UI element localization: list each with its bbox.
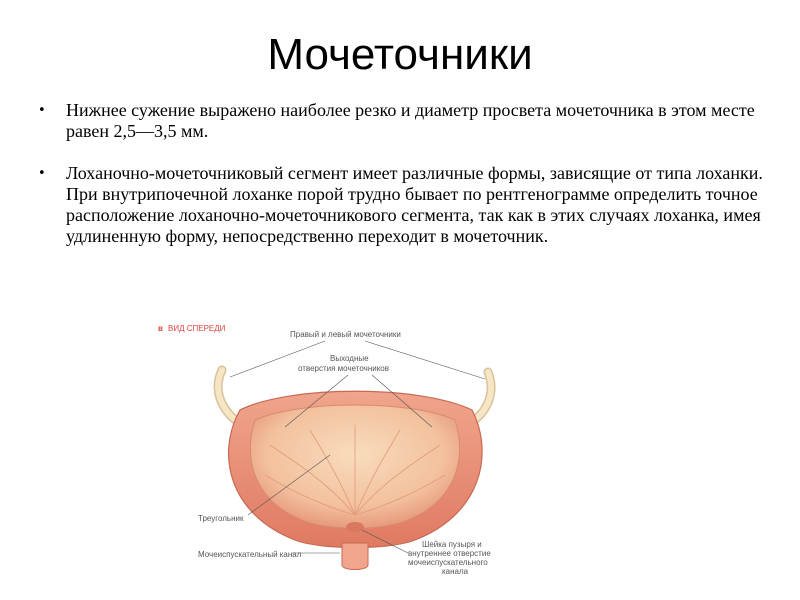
bullet-text: Нижнее сужение выражено наиболее резко и диаметр просвета мочеточника в этом месте равен 2,5—3,5 мм. — [66, 100, 755, 141]
bladder-illustration — [150, 315, 530, 590]
label-neck-line3: мочеиспускательного — [408, 558, 488, 567]
bullet-list — [38, 100, 768, 247]
bullet-item — [38, 163, 768, 247]
label-neck-line2: внутреннее отверстие — [408, 549, 491, 558]
bullet-item — [38, 100, 768, 142]
view-label: ВИД СПЕРЕДИ — [168, 324, 226, 333]
bullet-text: Лоханочно-мочеточниковый сегмент имеет различные формы, зависящие от типа лоханки. При внутрипочечной лоханке порой трудно бывает по рентгенограмме определить точное расположение лоханочно-мочеточникового сегмента, так как в этих случаях лоханка, имея удлиненную форму, непосредственно переходит в мочеточник. — [66, 163, 763, 246]
bullet-dot-icon: • — [38, 103, 46, 118]
label-urethra: Мочеиспускательный канал — [198, 550, 302, 559]
label-orifices-line1: Выходные — [330, 354, 369, 363]
bladder-neck-opening — [346, 522, 364, 532]
urethra — [342, 543, 368, 570]
panel-letter: в — [158, 324, 163, 333]
label-trigone: Треугольник — [198, 514, 244, 523]
label-neck-line1: Шейка пузыря и — [422, 540, 482, 549]
label-neck-line4: канала — [442, 567, 469, 576]
label-orifices-line2: отверстия мочеточников — [298, 364, 389, 373]
slide-title: Мочеточники — [267, 30, 533, 79]
label-ureters: Правый и левый мочеточники — [290, 330, 401, 339]
bullet-dot-icon: • — [38, 166, 46, 181]
bladder-figure-svg — [150, 315, 530, 590]
